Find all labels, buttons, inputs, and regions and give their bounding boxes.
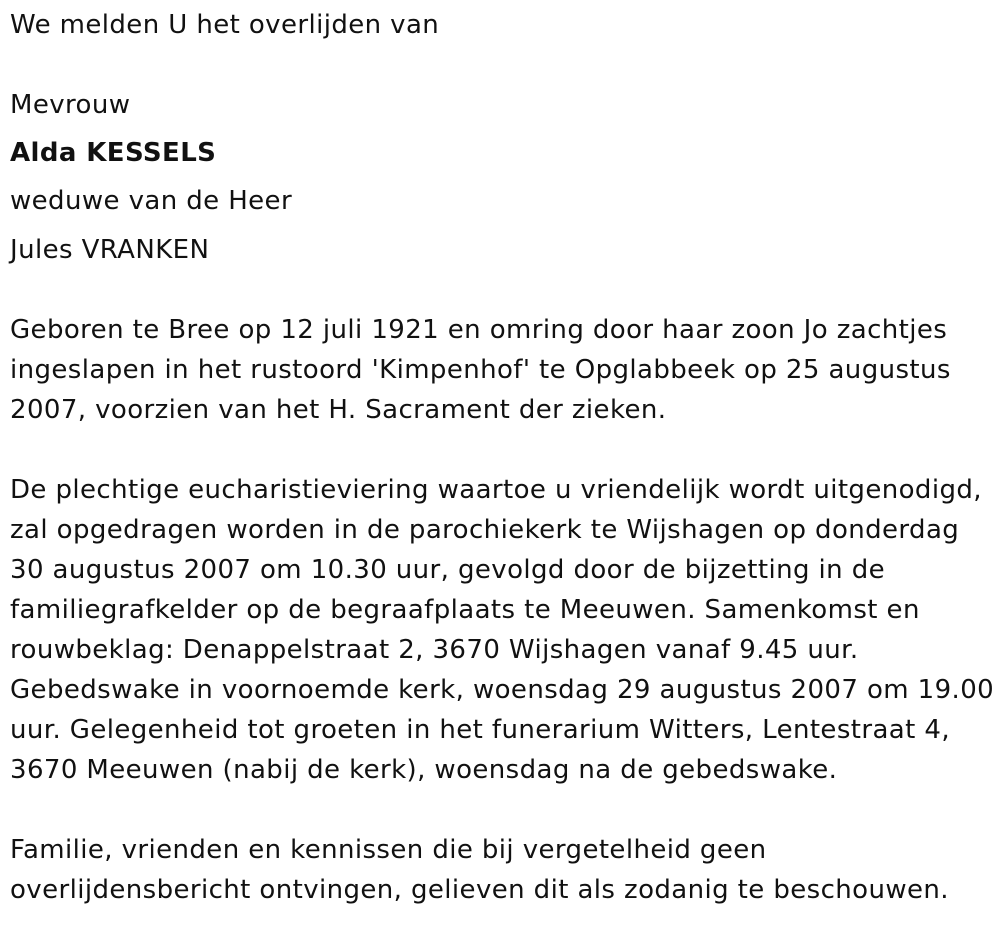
- paragraph-line: Familie, vrienden en kennissen die bij vergetelheid geen: [10, 835, 767, 865]
- intro-text: We melden U het overlijden van: [10, 10, 440, 40]
- paragraph-line: ingeslapen in het rustoord 'Kimpenhof' te Opglabbeek op 25 augustus: [10, 355, 951, 385]
- paragraph-line: 2007, voorzien van het H. Sacrament der zieken.: [10, 395, 667, 425]
- salutation: Mevrouw: [10, 90, 131, 120]
- paragraph-line: rouwbeklag: Denappelstraat 2, 3670 Wijshagen vanaf 9.45 uur.: [10, 635, 859, 665]
- ceremony-paragraph: [10, 470, 995, 790]
- paragraph-line: familiegrafkelder op de begraafplaats te Meeuwen. Samenkomst en: [10, 595, 920, 625]
- paragraph-line: zal opgedragen worden in de parochiekerk te Wijshagen op donderdag: [10, 515, 960, 545]
- paragraph-line: 3670 Meeuwen (nabij de kerk), woensdag na de gebedswake.: [10, 755, 838, 785]
- widow-of-text: weduwe van de Heer: [10, 186, 293, 216]
- paragraph-line: Geboren te Bree op 12 juli 1921 en omring door haar zoon Jo zachtjes: [10, 315, 948, 345]
- paragraph-line: De plechtige eucharistieviering waartoe u vriendelijk wordt uitgenodigd,: [10, 475, 982, 505]
- spouse-name: Jules VRANKEN: [10, 235, 210, 265]
- deceased-name: Alda KESSELS: [10, 138, 217, 168]
- paragraph-line: overlijdensbericht ontvingen, gelieven dit als zodanig te beschouwen.: [10, 875, 949, 905]
- birth-death-paragraph: [10, 310, 995, 430]
- paragraph-line: 30 augustus 2007 om 10.30 uur, gevolgd door de bijzetting in de: [10, 555, 886, 585]
- paragraph-line: uur. Gelegenheid tot groeten in het funerarium Witters, Lentestraat 4,: [10, 715, 950, 745]
- closing-paragraph: [10, 830, 995, 910]
- paragraph-line: Gebedswake in voornoemde kerk, woensdag 29 augustus 2007 om 19.00: [10, 675, 995, 705]
